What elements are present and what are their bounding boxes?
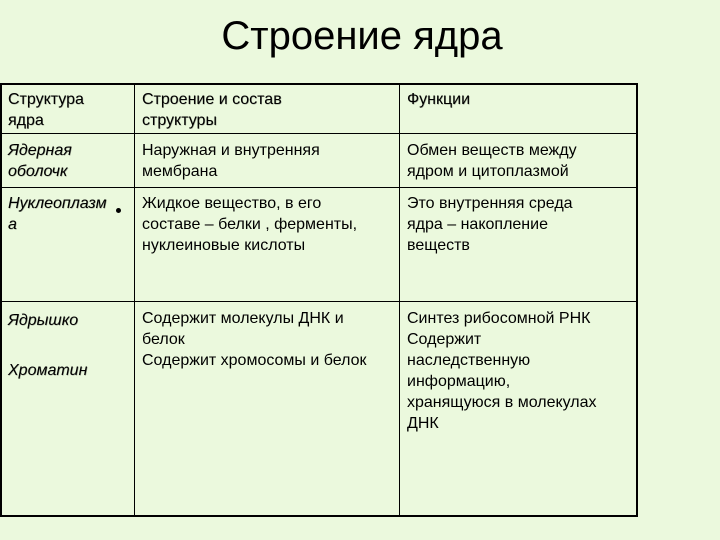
header-structure: Структура ядра: [8, 91, 84, 129]
row-1-composition: Наружная и внутренняя мембрана: [142, 142, 320, 180]
table-border-top: [0, 83, 638, 85]
table-divider-1: [0, 133, 638, 134]
table-divider-2: [0, 187, 638, 188]
row-2-composition: Жидкое вещество, в его составе – белки , ферменты, нуклеиновые кислоты: [142, 195, 358, 254]
row-3-functions: Синтез рибосомной РНК Содержит наследственную информацию, хранящуюся в молекулах ДНК: [407, 310, 597, 432]
table-border-right: [636, 83, 638, 517]
row-2-functions: Это внутренняя среда ядра – накопление веществ: [407, 195, 573, 254]
header-composition: Строение и состав структуры: [142, 91, 282, 129]
row-3-composition: Содержит молекулы ДНК и белок Содержит хромосомы и белок: [142, 310, 367, 369]
table-border-left: [0, 83, 2, 517]
row-3-structure-chromatin: Хроматин: [8, 362, 88, 379]
row-1-functions: Обмен веществ между ядром и цитоплазмой: [407, 142, 577, 180]
table-column-divider-2: [399, 83, 400, 517]
page-title: Строение ядра: [221, 14, 503, 58]
row-3-structure-nucleolus: Ядрышко: [8, 312, 79, 329]
row-1-structure: Ядерная оболочк: [8, 142, 72, 180]
table-border-bottom: [0, 515, 638, 517]
table-column-divider-1: [134, 83, 135, 517]
row-2-structure: Нуклеоплазм а: [8, 195, 107, 233]
bullet-dot: [116, 208, 121, 213]
table-divider-3: [0, 301, 638, 302]
header-functions: Функции: [407, 91, 471, 108]
